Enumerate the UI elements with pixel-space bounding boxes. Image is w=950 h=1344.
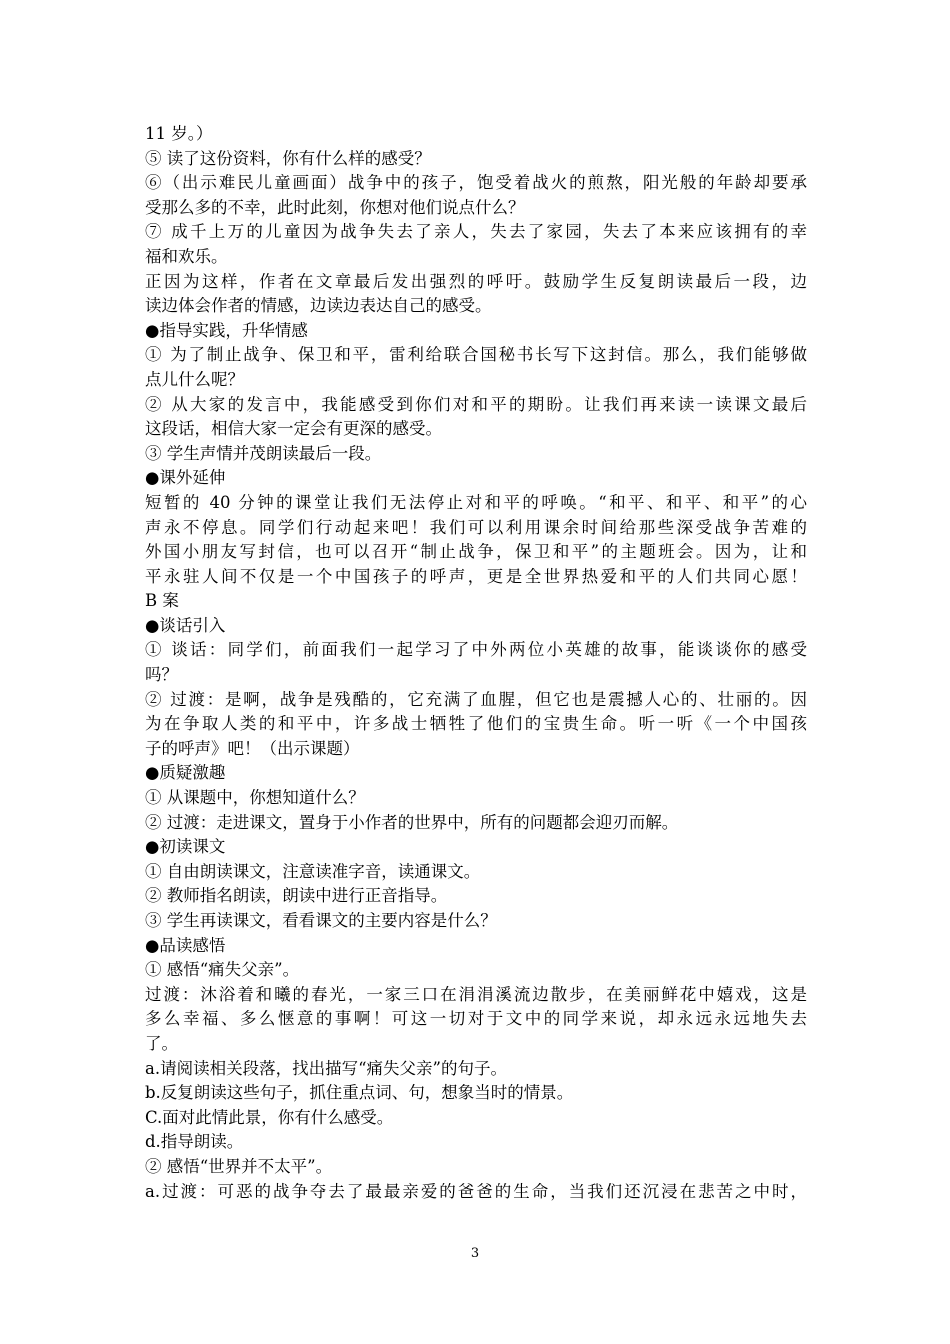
text-line: 点儿什么呢？ — [145, 369, 244, 389]
text-line: 吗？ — [145, 665, 178, 685]
text-line: ③ 学生声情并茂朗读最后一段。 — [145, 443, 382, 463]
text-line: ●谈话引入 — [145, 615, 226, 635]
text-line: ② 过渡：走进课文，置身于小作者的世界中，所有的问题都会迎刃而解。 — [145, 812, 679, 832]
text-line: 过渡：沐浴着和曦的春光，一家三口在涓涓溪流边散步，在美丽鲜花中嬉戏，这是 — [145, 984, 807, 1004]
text-line: ② 过渡：是啊，战争是残酷的，它充满了血腥，但它也是震撼人心的、壮丽的。因 — [145, 689, 807, 709]
text-line: 了。 — [145, 1033, 178, 1053]
text-line: ●指导实践，升华情感 — [145, 320, 308, 340]
text-line: B 案 — [145, 591, 179, 611]
text-line: ③ 学生再读课文，看看课文的主要内容是什么？ — [145, 911, 497, 930]
text-line: b.反复朗读这些句子，抓住重点词、句，想象当时的情景。 — [145, 1083, 574, 1103]
text-line: ⑦ 成千上万的儿童因为战争失去了亲人，失去了家园，失去了本来应该拥有的幸 — [145, 222, 807, 242]
text-line: ●品读感悟 — [145, 935, 226, 955]
text-line: a.过渡：可恶的战争夺去了最最亲爱的爸爸的生命，当我们还沉浸在悲苦之中时， — [145, 1181, 807, 1201]
text-line: 受那么多的不幸，此时此刻，你想对他们说点什么？ — [145, 197, 525, 217]
text-line: 声永不停息。同学们行动起来吧！我们可以利用课余时间给那些深受战争苦难的 — [145, 517, 807, 537]
text-line: 外国小朋友写封信，也可以召开“制止战争，保卫和平”的主题班会。因为，让和 — [145, 542, 807, 562]
text-line: ① 谈话：同学们，前面我们一起学习了中外两位小英雄的故事，能谈谈你的感受 — [145, 640, 807, 660]
text-line: 为在争取人类的和平中，许多战士牺牲了他们的宝贵生命。听一听《一个中国孩 — [145, 714, 807, 734]
text-line: 平永驻人间不仅是一个中国孩子的呼声，更是全世界热爱和平的人们共同心愿！ — [145, 566, 807, 586]
text-line: ⑤ 读了这份资料，你有什么样的感受？ — [145, 148, 431, 168]
text-line: 11 岁。） — [145, 124, 213, 143]
text-line: ① 为了制止战争、保卫和平，雷利给联合国秘书长写下这封信。那么，我们能够做 — [145, 345, 807, 365]
text-line: 福和欢乐。 — [145, 246, 228, 266]
text-line: ① 自由朗读课文，注意读准字音，读通课文。 — [145, 861, 481, 881]
text-line: ② 教师指名朗读，朗读中进行正音指导。 — [145, 886, 448, 906]
text-line: 正因为这样，作者在文章最后发出强烈的呼吁。鼓励学生反复朗读最后一段，边 — [145, 271, 807, 291]
text-line: ●质疑激趣 — [145, 763, 226, 783]
text-line: ② 从大家的发言中，我能感受到你们对和平的期盼。让我们再来读一读课文最后 — [145, 394, 807, 414]
text-line: d.指导朗读。 — [145, 1132, 244, 1152]
text-line: ① 从课题中，你想知道什么？ — [145, 788, 365, 808]
text-line: C.面对此情此景，你有什么感受。 — [145, 1107, 394, 1127]
text-line: 子的呼声》吧！（出示课题） — [145, 738, 360, 758]
page-number: 3 — [470, 1246, 480, 1261]
text-line: ●初读课文 — [145, 837, 226, 857]
text-line: a.请阅读相关段落，找出描写“痛失父亲”的句子。 — [145, 1058, 507, 1078]
document-body — [145, 122, 807, 1204]
text-line: 短暂的 40 分钟的课堂让我们无法停止对和平的呼唤。“和平、和平、和平”的心 — [145, 492, 807, 512]
text-line: 读边体会作者的情感，边读边表达自己的感受。 — [145, 296, 492, 316]
text-line: 多么幸福、多么惬意的事啊！可这一切对于文中的同学来说，却永远永远地失去 — [145, 1009, 807, 1029]
text-line: ●课外延伸 — [145, 468, 226, 488]
text-line: ⑥（出示难民儿童画面）战争中的孩子，饱受着战火的煎熬，阳光般的年龄却要承 — [145, 173, 807, 193]
text-line: ② 感悟“世界并不太平”。 — [145, 1156, 333, 1176]
text-line: 这段话，相信大家一定会有更深的感受。 — [145, 419, 442, 439]
text-line: ① 感悟“痛失父亲”。 — [145, 960, 300, 980]
